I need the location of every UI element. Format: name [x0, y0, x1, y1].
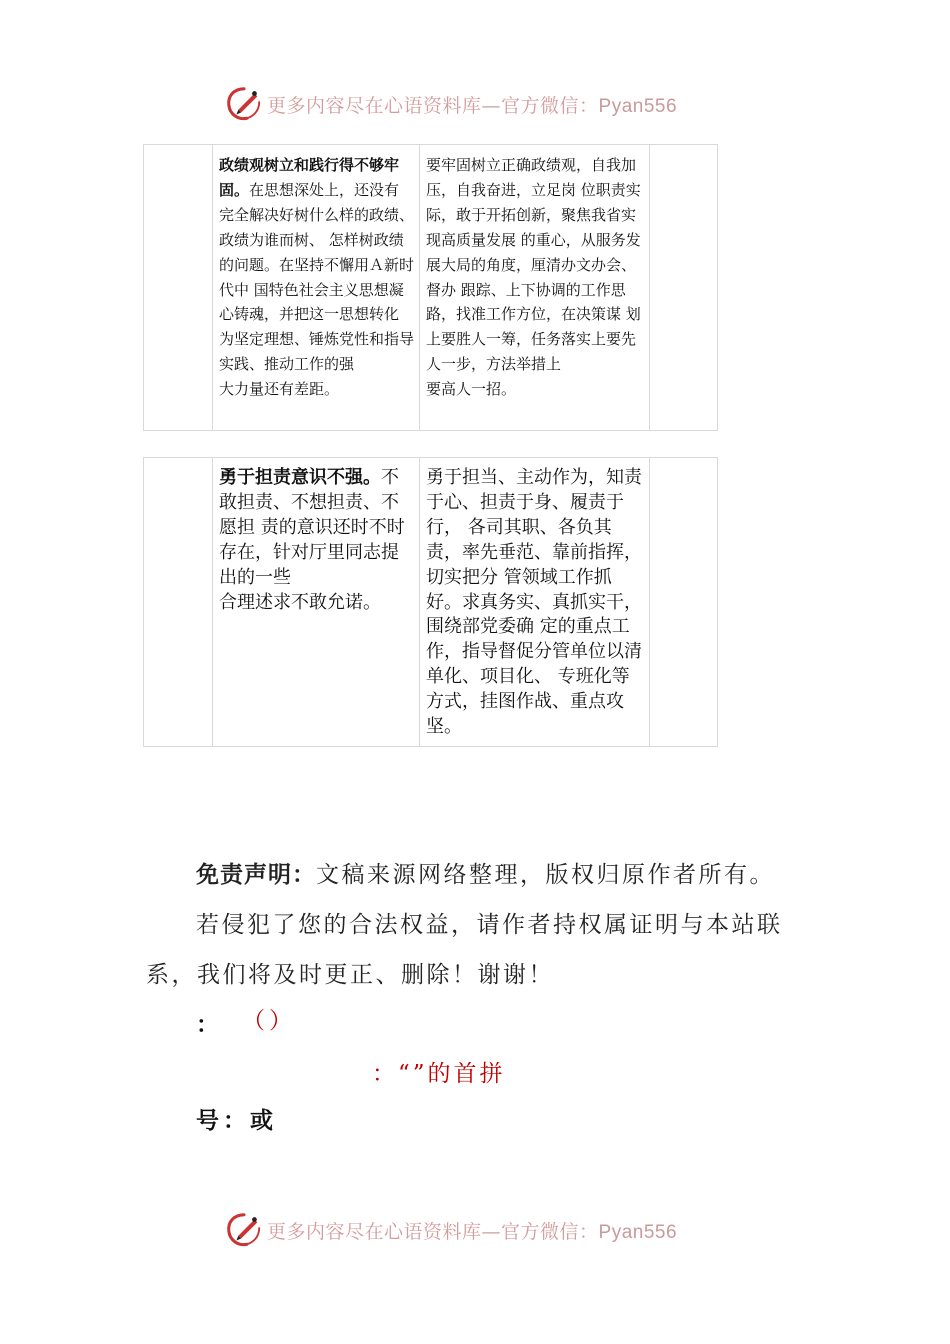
- fragment-parentheses: （）: [242, 1008, 296, 1034]
- issue-heading: 政绩观树立和践行得不够牢固。: [219, 156, 400, 199]
- issue-body: 不敢担责、不想担责、不愿担 责的意识还时不时存在，针对厅里同志提出的一些 合理述求不敢允诺。: [219, 467, 405, 613]
- watermark-separator: —: [481, 94, 502, 117]
- measure-text: 要牢固树立正确政绩观，自我加压，自我奋进，立足岗 位职责实际，敢于开拓创新，聚焦我省实现高质量发展 的重心，从服务发展大局的角度，厘清办文办会、督办 跟踪、上下协调的工作思路，找准工作方位，在决策谋 划上要胜人一筹，任务落实上要先人一步，方法举措上 要高人一招。: [426, 156, 641, 399]
- problem-measure-table-2: [143, 457, 718, 747]
- table-cell-index: [144, 145, 213, 431]
- watermark-contact-id: Pyan556: [598, 1221, 678, 1243]
- watermark-contact-label: 官方微信：: [501, 1220, 599, 1243]
- footer-watermark: [225, 1210, 725, 1250]
- table-cell-index: [144, 458, 213, 747]
- table-cell-measure: [420, 145, 650, 431]
- fragment-colon: ：: [196, 1012, 219, 1038]
- issue-heading: 勇于担责意识不强。: [219, 467, 381, 488]
- quill-pen-logo-icon: [225, 1211, 263, 1249]
- problem-measure-table-1: [143, 144, 718, 431]
- issue-body: 在思想深处上，还没有完全解决好树什么样的政绩、政绩为谁而树、 怎样树政绩的问题。在坚持不懈用Ａ新时代中 国特色社会主义思想凝心铸魂，并把这一思想转化 为坚定理想、锤炼党性和指导实践、推动工作的强 大力量还有差距。: [219, 180, 415, 399]
- disclaimer-line-1: [146, 850, 816, 900]
- fragment-quote-line: ：“”的首拼: [372, 1061, 506, 1087]
- watermark-contact-id: Pyan556: [598, 95, 678, 117]
- measure-text: 勇于担当、主动作为，知责于心、担责于身、履责于行， 各司其职、各负其责，率先垂范、靠前指挥，切实把分 管领域工作抓好。求真务实、真抓实干，围绕部党委确 定的重点工作，指导督促分管单位以清单化、项目化、 专班化等方式，挂图作战、重点攻坚。: [426, 467, 642, 738]
- watermark-separator: —: [481, 1220, 502, 1243]
- watermark-text: [267, 1217, 677, 1244]
- header-watermark: [225, 84, 725, 124]
- table-cell-issue: [213, 145, 420, 431]
- disclaimer-line-2: 若侵犯了您的合法权益，请作者持权属证明与本站联: [196, 912, 783, 938]
- disclaimer-label: 免责声明：: [196, 862, 316, 888]
- watermark-brand: 更多内容尽在心语资料库: [267, 1220, 482, 1243]
- fragment-hao-huo: 号：或: [196, 1108, 277, 1134]
- disclaimer-text-1: 文稿来源网络整理，版权归原作者所有。: [316, 862, 775, 888]
- table-row: [144, 145, 718, 431]
- disclaimer-line-3: 系，我们将及时更正、删除！谢谢！: [146, 962, 554, 988]
- table-cell-remark: [650, 145, 718, 431]
- table-cell-issue: [213, 458, 420, 747]
- watermark-brand: 更多内容尽在心语资料库: [267, 94, 482, 117]
- watermark-text: [267, 91, 677, 118]
- table-cell-measure: [420, 458, 650, 747]
- table-row: [144, 458, 718, 747]
- table-cell-remark: [650, 458, 718, 747]
- disclaimer-block: [146, 850, 816, 1000]
- quill-pen-logo-icon: [225, 85, 263, 123]
- watermark-contact-label: 官方微信：: [501, 94, 599, 117]
